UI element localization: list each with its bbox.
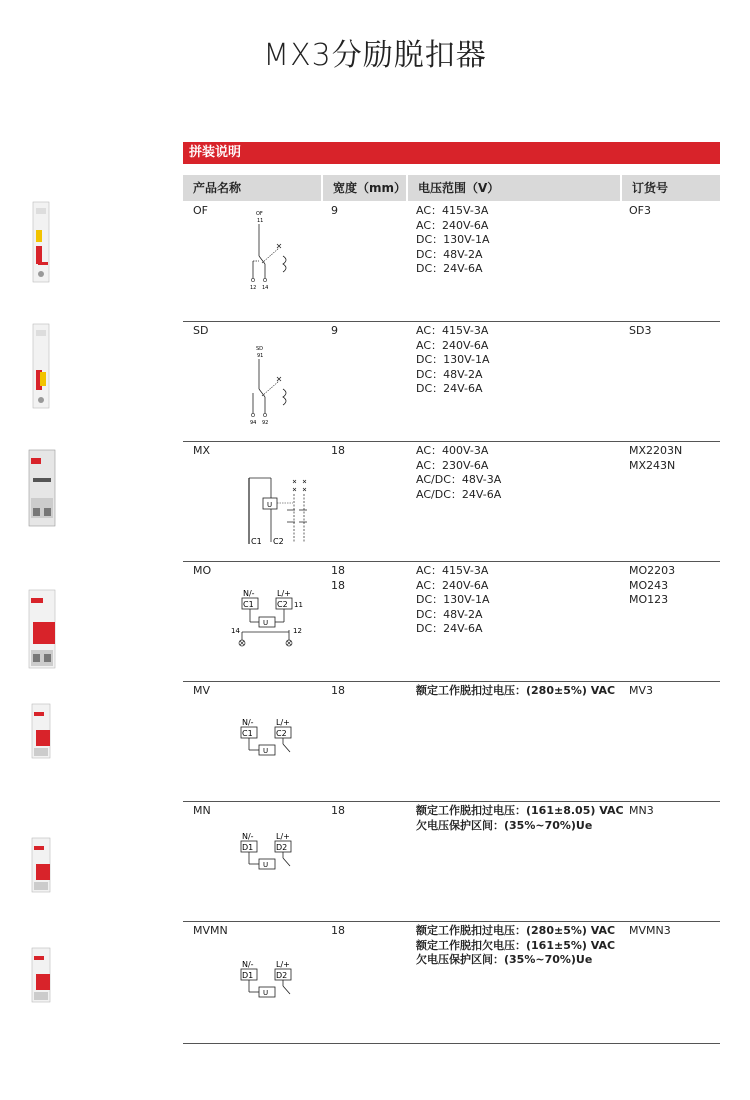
- product-width: 18: [331, 684, 345, 697]
- voltage-line: 额定工作脱扣欠电压：(161±5%) VAC: [416, 938, 616, 952]
- product-image-sd: [30, 322, 52, 410]
- voltage-line: 欠电压保护区间：(35%~70%)Ue: [416, 953, 593, 966]
- column-header-width: 宽度（mm）: [323, 175, 406, 201]
- coil-label: U: [263, 619, 269, 627]
- voltage-line: DC：48V-2A: [416, 607, 483, 621]
- voltage-line: AC：240V-6A: [416, 578, 489, 592]
- terminal-label: D2: [276, 843, 288, 852]
- terminal-label: N/-: [242, 960, 254, 969]
- voltage-line: 欠电压保护区间：(35%~70%)Ue: [416, 818, 593, 832]
- product-name: MO: [193, 564, 212, 577]
- product-name: MV: [193, 684, 211, 697]
- product-width: 9: [331, 324, 338, 337]
- product-name: MN: [193, 804, 211, 817]
- order-number: [629, 324, 651, 339]
- product-image-mv: [30, 702, 52, 760]
- order-line: MX2203N: [629, 444, 683, 457]
- voltage-range: [416, 204, 490, 277]
- terminal-label: C1: [251, 537, 262, 546]
- section-header: 拼装说明: [183, 142, 720, 164]
- terminal-label: C2: [273, 537, 284, 546]
- voltage-line: AC/DC：48V-3A: [416, 473, 502, 486]
- product-width: 9: [331, 204, 338, 217]
- order-line: SD3: [629, 324, 652, 337]
- terminal-label: D1: [242, 971, 254, 980]
- diagram-label: 11: [257, 218, 264, 224]
- diagram-label: 94: [250, 420, 257, 426]
- aux-contact-diagram: [243, 206, 303, 291]
- voltage-range: [416, 924, 615, 968]
- order-line: MO123: [629, 593, 669, 606]
- coil-label: U: [263, 861, 269, 869]
- product-width: 18: [331, 804, 345, 817]
- voltage-line: AC：240V-6A: [416, 338, 489, 352]
- voltage-line: DC：24V-6A: [416, 622, 483, 635]
- voltage-line: AC：240V-6A: [416, 218, 489, 232]
- table-row-sd: [183, 321, 720, 442]
- terminal-label: D2: [276, 971, 288, 980]
- voltage-line: AC：415V-3A: [416, 564, 489, 577]
- width-line: 18: [331, 564, 345, 577]
- terminal-label: L/+: [276, 718, 290, 727]
- voltage-line: DC：48V-2A: [416, 247, 483, 261]
- voltage-line: DC：130V-1A: [416, 353, 490, 366]
- diagram-label: 91: [257, 353, 264, 359]
- diagram-label: OF: [256, 211, 263, 217]
- alarm-contact-diagram: [243, 341, 303, 426]
- terminal-label: N/-: [243, 589, 255, 598]
- product-name: SD: [193, 324, 209, 337]
- table-row-mn: [183, 801, 720, 922]
- order-number: [629, 564, 675, 608]
- voltage-line: AC：415V-3A: [416, 324, 489, 337]
- voltage-range: [416, 804, 624, 833]
- terminal-label: L/+: [276, 832, 290, 841]
- coil-label: U: [267, 501, 273, 509]
- product-width: 18: [331, 444, 345, 457]
- voltage-line: 额定工作脱扣过电压：(280±5%) VAC: [416, 684, 616, 697]
- terminal-label: C1: [242, 729, 253, 738]
- voltage-line: AC：230V-6A: [416, 458, 489, 472]
- product-image-of: [30, 200, 52, 285]
- column-header-order: 订货号: [622, 175, 720, 201]
- terminal-label: C1: [243, 600, 254, 609]
- voltage-range: [416, 564, 490, 637]
- order-number: [629, 204, 651, 219]
- voltage-line: AC：415V-3A: [416, 204, 489, 217]
- voltage-range: [416, 444, 501, 502]
- coil-label: U: [263, 747, 269, 755]
- order-number: [629, 804, 654, 819]
- product-image-mx: [27, 448, 57, 528]
- table-row-mx: [183, 441, 720, 562]
- order-line: MV3: [629, 684, 654, 697]
- order-line: MVMN3: [629, 924, 671, 937]
- voltage-line: 额定工作脱扣过电压：(280±5%) VAC: [416, 924, 616, 937]
- voltage-line: 额定工作脱扣过电压：(161±8.05) VAC: [416, 804, 624, 817]
- order-line: MX243N: [629, 458, 676, 472]
- terminal-label: 11: [294, 601, 303, 609]
- order-number: [629, 444, 682, 473]
- voltage-line: DC：130V-1A: [416, 593, 490, 606]
- terminal-label: L/+: [276, 960, 290, 969]
- voltage-range: [416, 324, 490, 397]
- width-line: 18: [331, 578, 345, 592]
- monitor-diagram: [229, 588, 319, 650]
- product-image-mvmn: [30, 946, 52, 1004]
- product-width: 18: [331, 924, 345, 937]
- terminal-label: 14: [231, 627, 240, 635]
- diagram-label: 14: [262, 285, 269, 291]
- product-name: OF: [193, 204, 208, 217]
- voltage-line: DC：24V-6A: [416, 382, 483, 395]
- order-number: [629, 684, 653, 699]
- product-name: MX: [193, 444, 211, 457]
- table-row-mo: [183, 561, 720, 682]
- column-header-voltage: 电压范围（V）: [408, 175, 620, 201]
- terminal-label: C2: [276, 729, 287, 738]
- order-line: MO2203: [629, 564, 676, 577]
- product-name: MVMN: [193, 924, 228, 937]
- voltage-line: DC：48V-2A: [416, 367, 483, 381]
- voltage-line: DC：24V-6A: [416, 262, 483, 275]
- column-header-name: 产品名称: [183, 175, 321, 201]
- table-row-mv: [183, 681, 720, 802]
- diagram-label: SD: [256, 346, 264, 352]
- product-image-mo: [27, 588, 57, 670]
- table-row-of: [183, 201, 720, 322]
- diagram-label: 92: [262, 420, 269, 426]
- terminal-label: D1: [242, 843, 254, 852]
- terminal-label: N/-: [242, 718, 254, 727]
- coil-label: U: [263, 989, 269, 997]
- overvoltage-diagram: [238, 717, 308, 762]
- product-image-mn: [30, 836, 52, 894]
- terminal-label: N/-: [242, 832, 254, 841]
- terminal-label: 12: [293, 627, 302, 635]
- product-width: [331, 564, 345, 593]
- voltage-range: [416, 684, 615, 699]
- terminal-label: L/+: [277, 589, 291, 598]
- order-line: OF3: [629, 204, 651, 217]
- voltage-line: AC/DC：24V-6A: [416, 487, 502, 501]
- terminal-label: C2: [277, 600, 288, 609]
- order-number: [629, 924, 671, 939]
- voltage-line: AC：400V-3A: [416, 444, 489, 457]
- order-line: MN3: [629, 804, 654, 817]
- over-under-voltage-diagram: [238, 959, 308, 1004]
- undervoltage-diagram: [238, 831, 308, 876]
- order-line: MO243: [629, 578, 669, 592]
- voltage-line: DC：130V-1A: [416, 233, 490, 246]
- page-title: MX3分励脱扣器: [263, 38, 487, 73]
- shunt-trip-diagram: [243, 474, 323, 549]
- diagram-label: 12: [250, 285, 257, 291]
- table-row-mvmn: [183, 921, 720, 1044]
